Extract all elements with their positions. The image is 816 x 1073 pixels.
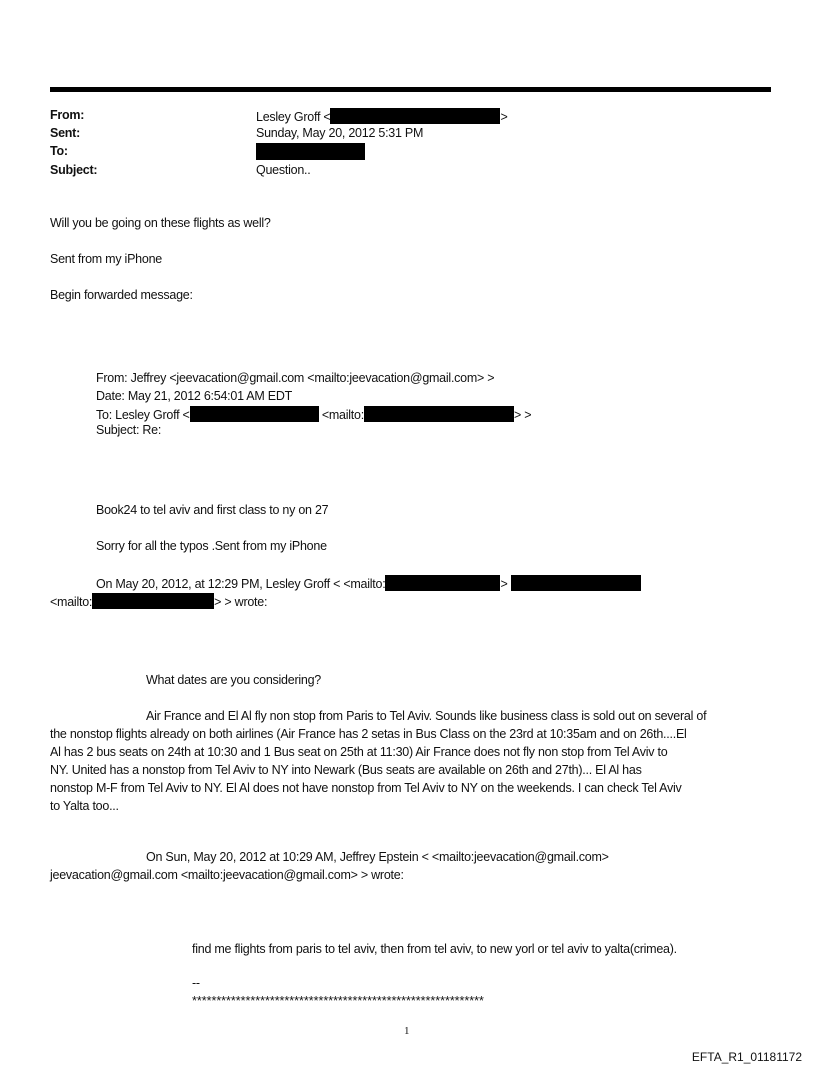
fwd-on-may-2 (50, 593, 267, 610)
fwd-sorry: Sorry for all the typos .Sent from my iPhone (96, 539, 327, 553)
signature-stars: ************************************************************ (192, 994, 484, 1008)
on-may-prefix: On May 20, 2012, at 12:29 PM, Lesley Groff < <mailto: (96, 577, 386, 591)
header-rule (50, 87, 771, 92)
reply-para-line: to Yalta too... (50, 799, 119, 813)
footer-id: EFTA_R1_01181172 (691, 1050, 802, 1064)
subject-value: Question.. (256, 163, 311, 177)
on-sun-line: On Sun, May 20, 2012 at 10:29 AM, Jeffrey Epstein < <mailto:jeevacation@gmail.com> (146, 850, 609, 864)
body-line: Begin forwarded message: (50, 288, 193, 302)
fwd-to-prefix: To: Lesley Groff < (96, 408, 190, 422)
sent-value: Sunday, May 20, 2012 5:31 PM (256, 126, 424, 140)
to-label: To: (50, 144, 68, 158)
redaction (364, 406, 514, 422)
on-may-l2-suffix: > > wrote: (214, 595, 268, 609)
from-label: From: (50, 108, 85, 122)
sent-label: Sent: (50, 126, 80, 140)
page-number: 1 (404, 1025, 410, 1037)
reply-para-line: nonstop M-F from Tel Aviv to NY. El Al does not have nonstop from Tel Aviv to NY on the weekends. I can check Tel Aviv (50, 781, 682, 795)
redaction (511, 575, 641, 591)
find-flights: find me flights from paris to tel aviv, then from tel aviv, to new yorl or tel aviv to yalta(crimea). (192, 942, 677, 956)
redaction (330, 108, 500, 124)
on-sun-line: jeevacation@gmail.com <mailto:jeevacation@gmail.com> > wrote: (50, 868, 404, 882)
from-value (256, 108, 508, 125)
to-value (256, 143, 365, 161)
fwd-to-mailto: <mailto: (321, 408, 364, 422)
fwd-date: Date: May 21, 2012 6:54:01 AM EDT (96, 389, 293, 403)
redaction (385, 575, 500, 591)
from-close: > (500, 110, 508, 124)
fwd-from: From: Jeffrey <jeevacation@gmail.com <mailto:jeevacation@gmail.com> > (96, 371, 495, 385)
reply-para-line: the nonstop flights already on both airlines (Air France has 2 setas in Bus Class on the 23rd at 10:35am and on 26th....El (50, 727, 687, 741)
subject-label: Subject: (50, 163, 98, 177)
body-line: Will you be going on these flights as well? (50, 216, 271, 230)
fwd-on-may (96, 575, 641, 592)
reply-para-line: Al has 2 bus seats on 24th at 10:30 and 1 Bus seat on 25th at 11:30) Air France does not fly non stop from Tel Aviv to (50, 745, 668, 759)
reply-para-line: Air France and El Al fly non stop from Paris to Tel Aviv. Sounds like business class is sold out on several of (146, 709, 707, 723)
fwd-subject: Subject: Re: (96, 423, 162, 437)
body-line: Sent from my iPhone (50, 252, 162, 266)
on-may-mid: > (500, 577, 508, 591)
signature-dashes: -- (192, 976, 200, 990)
fwd-to-suffix: > > (513, 408, 532, 422)
redaction (256, 143, 365, 160)
from-name: Lesley Groff < (256, 110, 331, 124)
fwd-book: Book24 to tel aviv and first class to ny on 27 (96, 503, 329, 517)
fwd-to (96, 406, 531, 423)
on-may-l2-prefix: <mailto: (50, 595, 93, 609)
reply-para-line: NY. United has a nonstop from Tel Aviv to NY into Newark (Bus seats are available on 26th and 27th)... El Al has (50, 763, 642, 777)
redaction (92, 593, 214, 609)
reply-question: What dates are you considering? (146, 673, 321, 687)
redaction (190, 406, 319, 422)
